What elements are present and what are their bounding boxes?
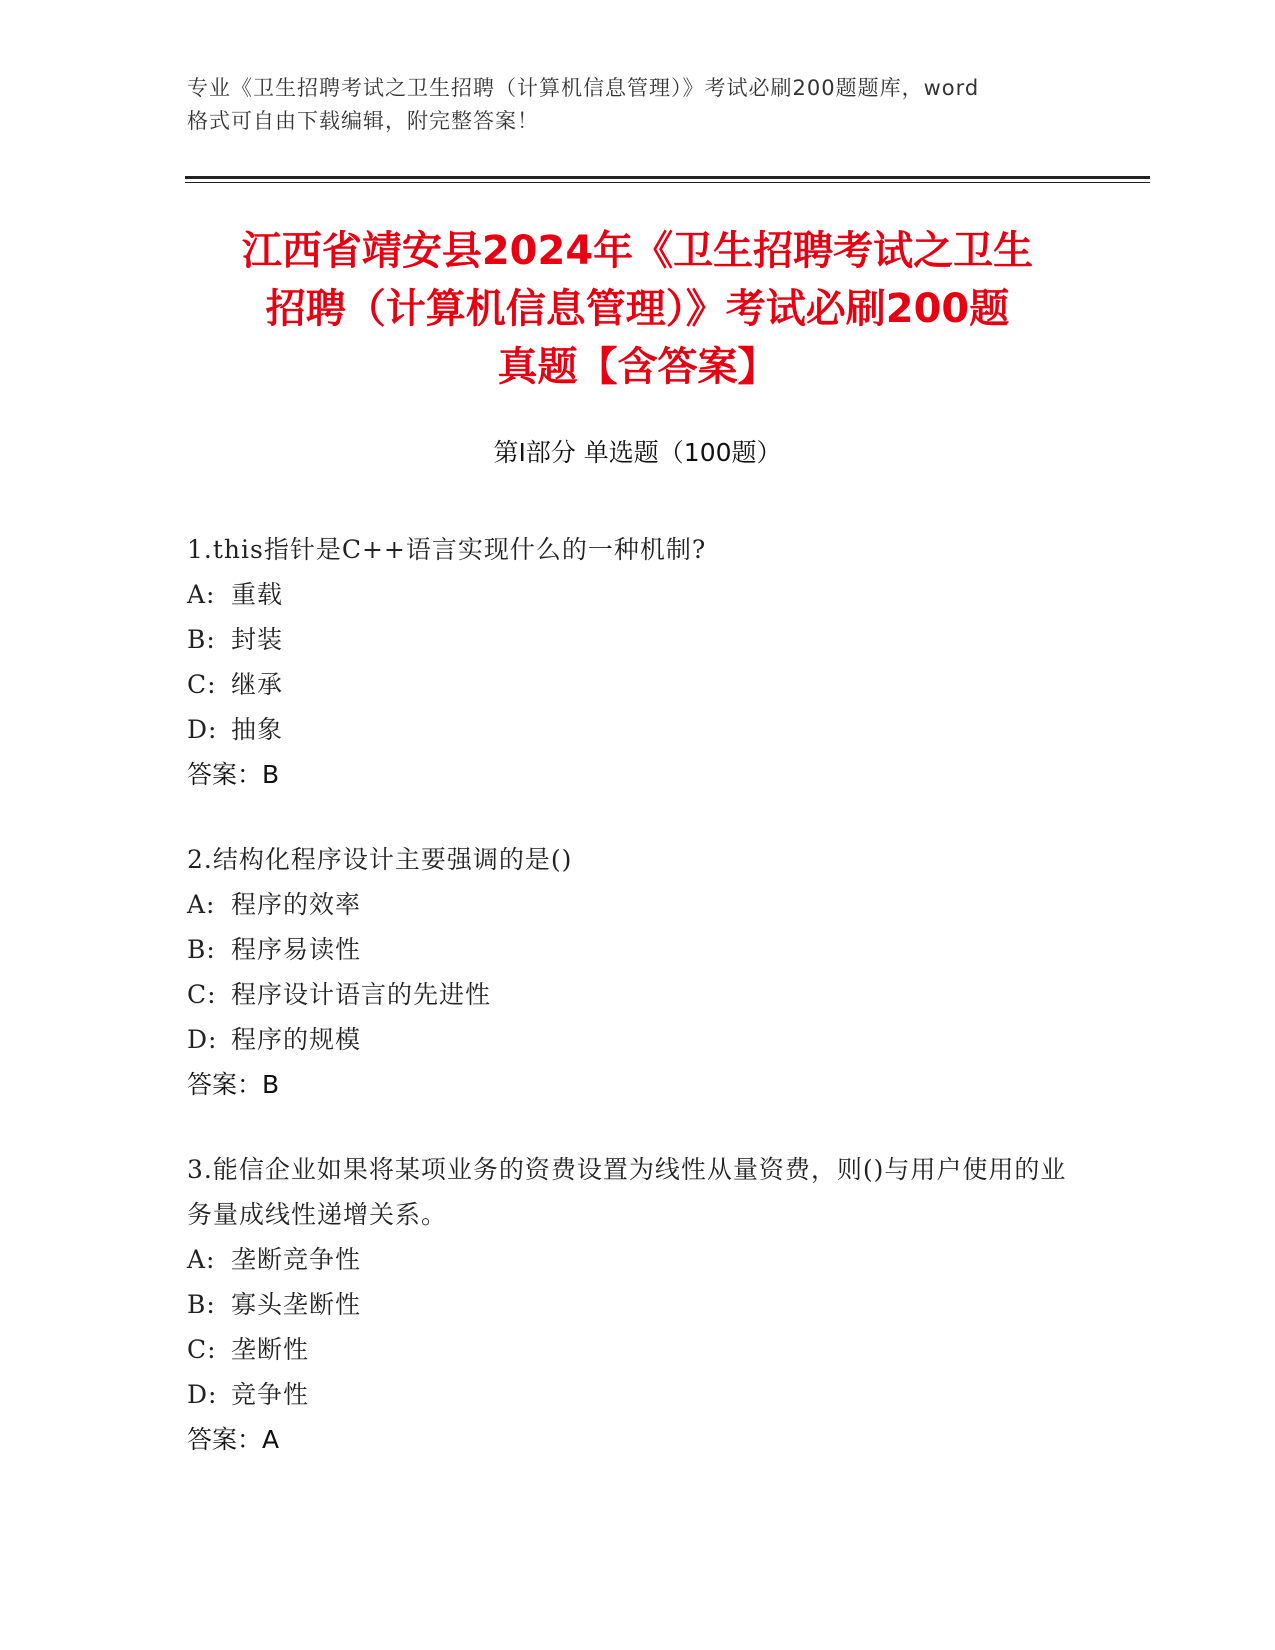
document-title-line-1: 江西省靖安县2024年《卫生招聘考试之卫生 (241, 228, 1034, 274)
option-text: 继承 (231, 670, 284, 699)
document-title-line-3: 真题【含答案】 (497, 344, 778, 390)
option-text: 程序设计语言的先进性 (231, 980, 492, 1009)
option-text: 竞争性 (231, 1380, 310, 1409)
option-text: 垄断竞争性 (231, 1245, 362, 1274)
option-letter: A: (187, 1245, 216, 1274)
option-letter: D: (187, 1380, 218, 1409)
header-rule-thin (185, 182, 1150, 183)
option-c (187, 972, 1087, 1017)
option-c (187, 1327, 1087, 1372)
question-list (187, 527, 1087, 1502)
option-text: 重载 (231, 580, 284, 609)
option-c (187, 662, 1087, 707)
option-a (187, 572, 1087, 617)
option-letter: C: (187, 980, 217, 1009)
header-note-line-2: 格式可自由下载编辑，附完整答案！ (187, 109, 539, 133)
answer-line: 答案：A (187, 1425, 280, 1454)
option-letter: B: (187, 1290, 216, 1319)
option-letter: C: (187, 1335, 217, 1364)
header-note (187, 72, 1087, 138)
option-d (187, 1017, 1087, 1062)
question-stem: 1.this指针是C++语言实现什么的一种机制? (187, 535, 707, 564)
option-letter: A: (187, 580, 216, 609)
option-letter: B: (187, 935, 216, 964)
answer-line: 答案：B (187, 760, 280, 789)
option-a (187, 882, 1087, 927)
question-2 (187, 837, 1087, 1107)
option-d (187, 707, 1087, 752)
option-letter: C: (187, 670, 217, 699)
option-text: 程序的规模 (231, 1025, 362, 1054)
option-text: 程序的效率 (231, 890, 362, 919)
option-text: 程序易读性 (231, 935, 362, 964)
option-b (187, 927, 1087, 972)
question-1 (187, 527, 1087, 797)
question-stem: 2.结构化程序设计主要强调的是() (187, 845, 573, 874)
option-text: 垄断性 (231, 1335, 310, 1364)
option-text: 抽象 (231, 715, 284, 744)
option-letter: D: (187, 1025, 218, 1054)
document-title-line-2: 招聘（计算机信息管理）》考试必刷200题 (265, 286, 1010, 332)
option-text: 寡头垄断性 (231, 1290, 362, 1319)
answer-line: 答案：B (187, 1070, 280, 1099)
option-b (187, 1282, 1087, 1327)
option-b (187, 617, 1087, 662)
option-text: 封装 (231, 625, 284, 654)
section-heading: 第I部分 单选题（100题） (493, 438, 782, 467)
option-letter: D: (187, 715, 218, 744)
document-title (150, 222, 1125, 396)
question-3 (187, 1147, 1087, 1462)
option-letter: A: (187, 890, 216, 919)
option-a (187, 1237, 1087, 1282)
question-stem: 3.能信企业如果将某项业务的资费设置为线性从量资费，则()与用户使用的业务量成线性递增关系。 (187, 1155, 1067, 1229)
header-rule-thick (185, 176, 1150, 179)
option-letter: B: (187, 625, 216, 654)
header-note-line-1: 专业《卫生招聘考试之卫生招聘（计算机信息管理）》考试必刷200题题库，word (187, 76, 980, 100)
option-d (187, 1372, 1087, 1417)
